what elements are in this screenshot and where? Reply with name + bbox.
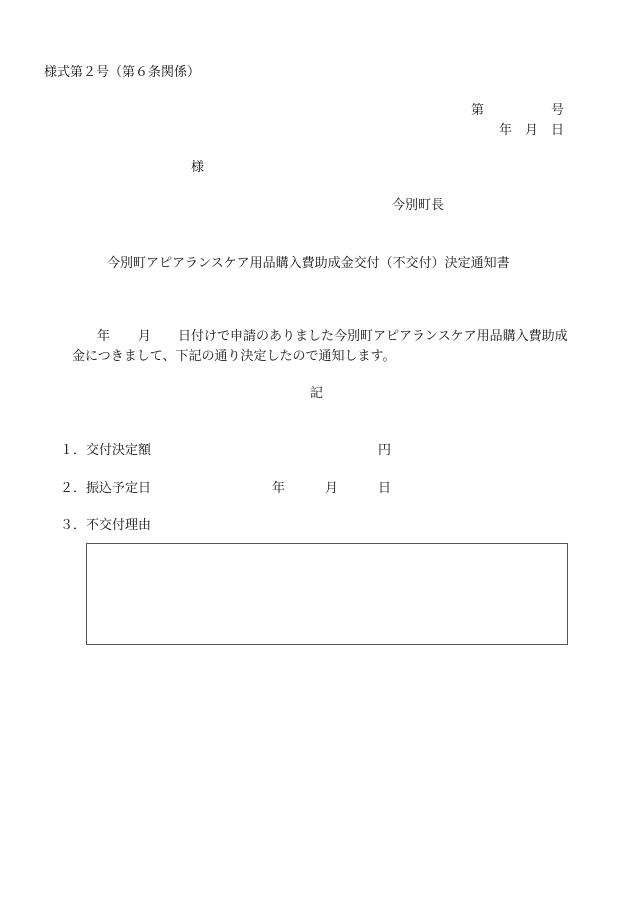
issuer: 今別町長 (392, 198, 445, 213)
refusal-reason-box[interactable] (86, 543, 568, 645)
body-line2: 金につきまして、下記の通り決定したので通知します。 (72, 349, 396, 364)
number-prefix: 第 (471, 103, 485, 118)
item-transfer-year-label: 年 (272, 481, 286, 496)
item-refusal-reason-label: ３．不交付理由 (60, 518, 152, 533)
addressee-suffix: 様 (191, 160, 205, 175)
body-year-label: 年 (97, 329, 111, 344)
item-grant-amount-label: １．交付決定額 (60, 443, 152, 458)
form-number: 様式第２号（第６条関係） (44, 65, 201, 80)
date-year-label: 年 (499, 123, 513, 138)
body-line1: 日付けで申請のありました今別町アピアランスケア用品購入費助成 (178, 329, 568, 344)
ki-heading: 記 (310, 386, 324, 401)
document-title: 今別町アピアランスケア用品購入費助成金交付（不交付）決定通知書 (107, 256, 510, 271)
date-day-label: 日 (551, 123, 565, 138)
item-transfer-month-label: 月 (325, 481, 339, 496)
date-month-label: 月 (525, 123, 539, 138)
item-grant-amount-unit: 円 (378, 443, 392, 458)
body-month-label: 月 (138, 329, 152, 344)
item-transfer-day-label: 日 (378, 481, 392, 496)
number-suffix: 号 (551, 103, 565, 118)
item-transfer-date-label: ２．振込予定日 (60, 481, 152, 496)
